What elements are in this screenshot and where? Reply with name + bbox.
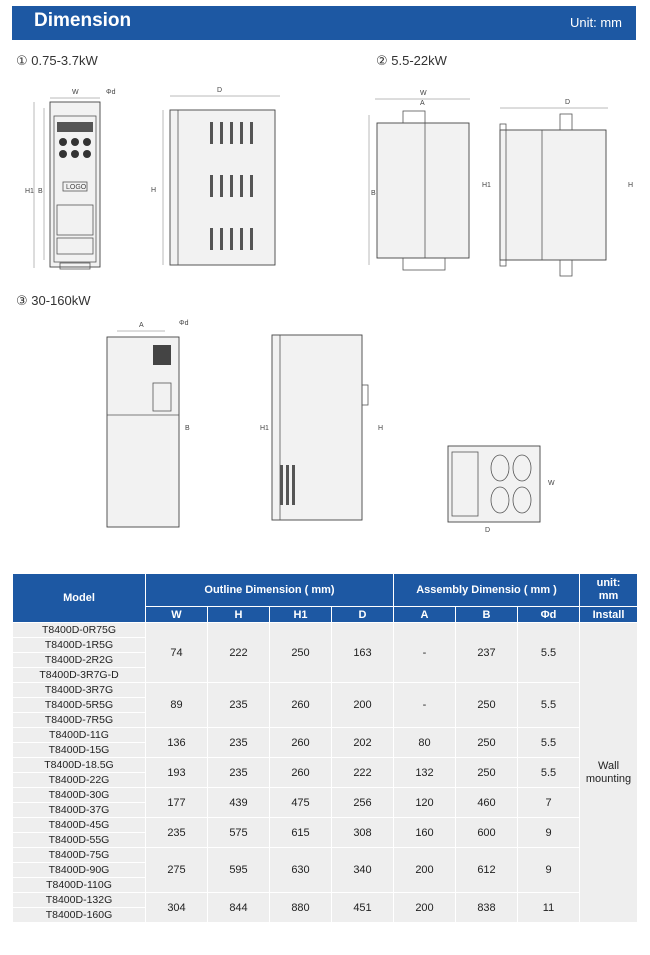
dim-d3-label: D: [485, 527, 491, 534]
value-cell-a: 132: [394, 758, 456, 788]
value-cell-w: 275: [146, 848, 208, 893]
value-cell-phid: 5.5: [518, 683, 580, 728]
drawing-small-side: [145, 80, 295, 275]
header-unit: unit: mm: [580, 574, 638, 607]
value-cell-w: 235: [146, 818, 208, 848]
value-cell-d: 200: [332, 683, 394, 728]
value-cell-w: 74: [146, 623, 208, 683]
value-cell-b: 600: [456, 818, 518, 848]
value-cell-h: 575: [208, 818, 270, 848]
table-body: [13, 623, 638, 923]
dim-b2-label: B: [371, 190, 376, 197]
value-cell-d: 222: [332, 758, 394, 788]
install-cell: Wall mounting: [580, 623, 638, 923]
drawing-large-front: [95, 315, 205, 530]
value-cell-w: 177: [146, 788, 208, 818]
dim-h-label: H: [151, 187, 157, 194]
dim-d-label: D: [217, 87, 223, 94]
value-cell-phid: 9: [518, 818, 580, 848]
dim-w-label: W: [72, 89, 79, 96]
value-cell-d: 340: [332, 848, 394, 893]
value-cell-b: 838: [456, 893, 518, 923]
model-cell: T8400D-75G: [13, 848, 146, 863]
value-cell-h1: 260: [270, 728, 332, 758]
subheader-install: Install: [580, 607, 638, 623]
unit-label: Unit: mm: [570, 15, 622, 30]
table-row: [13, 893, 638, 908]
header-model: Model: [13, 574, 146, 623]
drawing-medium-side: [480, 92, 634, 282]
value-cell-a: 120: [394, 788, 456, 818]
dim-h1-2-label: H1: [482, 182, 491, 189]
value-cell-phid: 11: [518, 893, 580, 923]
model-cell: T8400D-18.5G: [13, 758, 146, 773]
model-cell: T8400D-90G: [13, 863, 146, 878]
value-cell-b: 460: [456, 788, 518, 818]
page-title: Dimension: [34, 10, 132, 31]
value-cell-h: 844: [208, 893, 270, 923]
value-cell-h: 222: [208, 623, 270, 683]
value-cell-w: 193: [146, 758, 208, 788]
value-cell-d: 202: [332, 728, 394, 758]
dim-w2-label: W: [420, 90, 427, 97]
value-cell-phid: 5.5: [518, 623, 580, 683]
value-cell-b: 250: [456, 683, 518, 728]
value-cell-phid: 7: [518, 788, 580, 818]
subheader-h: H: [208, 607, 270, 623]
section-label-3: ③ 30-160kW: [16, 293, 91, 308]
value-cell-h: 235: [208, 683, 270, 728]
subheader-a: A: [394, 607, 456, 623]
subheader-d: D: [332, 607, 394, 623]
table-row: [13, 623, 638, 638]
dim-phid-label: Φd: [106, 89, 116, 96]
value-cell-b: 250: [456, 728, 518, 758]
value-cell-h1: 615: [270, 818, 332, 848]
value-cell-w: 89: [146, 683, 208, 728]
model-cell: T8400D-7R5G: [13, 713, 146, 728]
model-cell: T8400D-45G: [13, 818, 146, 833]
dim-a3-label: A: [139, 322, 144, 329]
subheader-phid: Φd: [518, 607, 580, 623]
value-cell-a: 200: [394, 893, 456, 923]
drawing-small-front: [20, 80, 120, 275]
value-cell-h: 235: [208, 758, 270, 788]
model-cell: T8400D-132G: [13, 893, 146, 908]
dim-b-label: B: [38, 188, 43, 195]
model-cell: T8400D-2R2G: [13, 653, 146, 668]
drawing-medium-front: [365, 85, 480, 280]
value-cell-d: 256: [332, 788, 394, 818]
value-cell-b: 250: [456, 758, 518, 788]
value-cell-w: 304: [146, 893, 208, 923]
dim-h3-label: H: [378, 425, 384, 432]
value-cell-h1: 630: [270, 848, 332, 893]
value-cell-w: 136: [146, 728, 208, 758]
value-cell-phid: 5.5: [518, 728, 580, 758]
value-cell-b: 237: [456, 623, 518, 683]
value-cell-h1: 475: [270, 788, 332, 818]
model-cell: T8400D-5R5G: [13, 698, 146, 713]
subheader-h1: H1: [270, 607, 332, 623]
subheader-w: W: [146, 607, 208, 623]
value-cell-a: 200: [394, 848, 456, 893]
value-cell-a: 80: [394, 728, 456, 758]
model-cell: T8400D-160G: [13, 908, 146, 923]
drawing-large-top: [440, 440, 555, 535]
model-cell: T8400D-22G: [13, 773, 146, 788]
model-cell: T8400D-0R75G: [13, 623, 146, 638]
model-cell: T8400D-15G: [13, 743, 146, 758]
section-label-2: ② 5.5-22kW: [376, 53, 447, 68]
value-cell-h1: 260: [270, 683, 332, 728]
drawing-large-side: [250, 325, 385, 530]
dim-b3-label: B: [185, 425, 190, 432]
dim-h2-label: H: [628, 182, 634, 189]
table-row: [13, 788, 638, 803]
value-cell-h: 235: [208, 728, 270, 758]
value-cell-d: 308: [332, 818, 394, 848]
subheader-b: B: [456, 607, 518, 623]
table-row: [13, 818, 638, 833]
header-assembly: Assembly Dimensio ( mm ): [394, 574, 580, 607]
value-cell-a: 160: [394, 818, 456, 848]
dim-h1-label: H1: [25, 188, 34, 195]
value-cell-h1: 250: [270, 623, 332, 683]
value-cell-h: 595: [208, 848, 270, 893]
table-row: [13, 848, 638, 863]
model-cell: T8400D-11G: [13, 728, 146, 743]
dimension-table: [12, 573, 638, 923]
value-cell-phid: 5.5: [518, 758, 580, 788]
value-cell-d: 451: [332, 893, 394, 923]
value-cell-b: 612: [456, 848, 518, 893]
model-cell: T8400D-30G: [13, 788, 146, 803]
section-label-1: ① 0.75-3.7kW: [16, 53, 98, 68]
model-cell: T8400D-37G: [13, 803, 146, 818]
model-cell: T8400D-3R7G: [13, 683, 146, 698]
value-cell-d: 163: [332, 623, 394, 683]
table-row: [13, 758, 638, 773]
value-cell-h: 439: [208, 788, 270, 818]
dim-phid3-label: Φd: [179, 320, 189, 327]
table-row: [13, 683, 638, 698]
value-cell-phid: 9: [518, 848, 580, 893]
model-cell: T8400D-110G: [13, 878, 146, 893]
dim-w3-label: W: [548, 480, 555, 487]
logo-label: LOGO: [66, 184, 87, 191]
dim-h1-3-label: H1: [260, 425, 269, 432]
dim-a-label: A: [420, 100, 425, 107]
model-cell: T8400D-3R7G-D: [13, 668, 146, 683]
value-cell-a: -: [394, 683, 456, 728]
value-cell-h1: 880: [270, 893, 332, 923]
model-cell: T8400D-55G: [13, 833, 146, 848]
dim-d2-label: D: [565, 99, 571, 106]
value-cell-a: -: [394, 623, 456, 683]
table-row: [13, 728, 638, 743]
value-cell-h1: 260: [270, 758, 332, 788]
model-cell: T8400D-1R5G: [13, 638, 146, 653]
header-bar: [12, 6, 636, 40]
header-outline: Outline Dimension ( mm): [146, 574, 394, 607]
